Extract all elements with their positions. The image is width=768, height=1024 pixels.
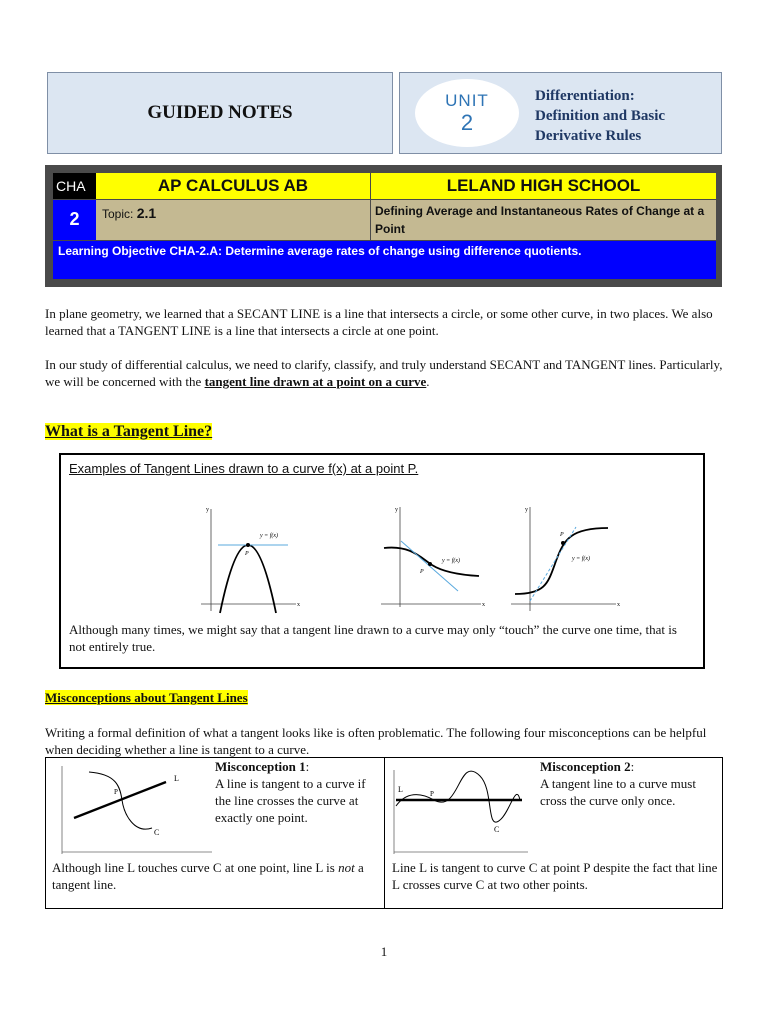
unit-box (399, 72, 722, 154)
intro-emphasis: tangent line drawn at a point on a curve (204, 374, 427, 389)
guided-notes-box (47, 72, 393, 154)
guided-notes-title: GUIDED NOTES (147, 102, 293, 123)
misconception-2-text (540, 759, 720, 809)
examples-box (59, 453, 705, 669)
label-c: C (494, 825, 500, 834)
misconceptions-table (45, 757, 723, 909)
learning-objective: Learning Objective CHA-2.A: Determine average rates of change using difference quotients. (53, 241, 716, 279)
label-fx: y = f(x) (442, 558, 461, 564)
page-number: 1 (380, 944, 388, 959)
label-c: C (154, 828, 160, 837)
intro-paragraph-2 (45, 356, 725, 390)
heading-text: Misconception 2 (540, 759, 631, 774)
course-info-table (45, 165, 722, 287)
note-text-end: a tangent line. (52, 860, 364, 892)
section-heading-tangent (45, 423, 212, 441)
unit-number: 2 (460, 110, 474, 135)
axis-label-x: x (617, 602, 620, 608)
cha-number: 2 (53, 200, 96, 240)
unit-title (535, 86, 720, 146)
graph-inflection (511, 507, 620, 611)
label-p: P (245, 551, 249, 557)
unit-title-line: Derivative Rules (535, 128, 642, 144)
graph-parabola (201, 507, 300, 613)
heading-colon: : (305, 759, 310, 774)
misconception-1-note (52, 859, 382, 893)
axis-label-x: x (482, 602, 485, 608)
label-fx: y = f(x) (260, 533, 279, 539)
label-l: L (398, 785, 403, 794)
intro-paragraph-1: In plane geometry, we learned that a SECANT LINE is a line that intersects a circle, or some other curve, in two places. We also learned that a TANGENT LINE is a line that intersects a circle at one point. (45, 306, 713, 338)
note-text: Although line L touches curve C at one point, line L is (52, 860, 339, 875)
misconception-1-text (215, 759, 381, 826)
unit-badge (415, 79, 519, 147)
course-name: AP CALCULUS AB (96, 173, 370, 199)
label-p: P (560, 532, 564, 538)
line-l (74, 782, 166, 818)
section-heading-text: What is a Tangent Line? (45, 423, 213, 440)
misconception-2-figure (390, 762, 530, 856)
label-p: P (114, 788, 118, 796)
school-name: LELAND HIGH SCHOOL (371, 173, 716, 199)
label-p: P (430, 790, 434, 798)
tangent-examples-figure (196, 503, 646, 615)
label-fx: y = f(x) (572, 556, 591, 562)
axis-label-y: y (395, 507, 398, 513)
unit-title-line: Definition and Basic (535, 108, 666, 124)
unit-label: UNIT (445, 91, 489, 110)
examples-title: Examples of Tangent Lines drawn to a curve f(x) at a point P. (69, 461, 419, 476)
axis-label-x: x (297, 602, 300, 608)
axis-label-y: y (525, 507, 528, 513)
curve-c (396, 771, 520, 822)
misconception-1-body: A line is tangent to a curve if the line crosses the curve at exactly one point. (215, 776, 366, 825)
topic-label: Topic: (102, 207, 134, 221)
point-p (561, 541, 565, 545)
tangent-line (401, 541, 461, 591)
topic-value: 2.1 (136, 205, 157, 221)
examples-note: Although many times, we might say that a tangent line drawn to a curve may only “touch” the curve one time, that is not entirely true. (69, 622, 677, 654)
section-heading-misconceptions (45, 690, 248, 706)
label-p: P (420, 569, 424, 575)
topic-description: Defining Average and Instantaneous Rates of Change at a Point (371, 200, 716, 240)
section-heading-text: Misconceptions about Tangent Lines (45, 690, 248, 705)
topic-cell (96, 200, 370, 240)
intro-text: In our study of differential calculus, we need to clarify, classify, and truly understand SECANT and TANGENT lines. Particularly, we will be concerned with the (45, 357, 723, 389)
misconception-2-body: A tangent line to a curve must cross the curve only once. (540, 776, 696, 808)
cha-label: CHA (53, 173, 96, 199)
point-p (428, 562, 432, 566)
misconception-2-heading (540, 759, 720, 775)
unit-title-line: Differentiation: (535, 88, 635, 104)
axis-label-y: y (206, 507, 209, 513)
point-p (246, 543, 250, 547)
intro-text-end: . (426, 374, 430, 389)
note-emphasis: not (338, 860, 355, 875)
misconception-1-heading (215, 759, 381, 775)
table-divider (384, 758, 385, 908)
graph-decreasing (381, 507, 485, 608)
heading-text: Misconception 1 (215, 759, 306, 774)
label-l: L (174, 774, 179, 783)
misconceptions-intro: Writing a formal definition of what a tangent looks like is often problematic. The following four misconceptions can be helpful when deciding whether a line is tangent to a curve. (45, 725, 707, 757)
misconception-1-figure (54, 762, 214, 856)
heading-colon: : (630, 759, 635, 774)
misconception-2-note: Line L is tangent to curve C at point P despite the fact that line L crosses curve C at two other points. (392, 860, 718, 892)
